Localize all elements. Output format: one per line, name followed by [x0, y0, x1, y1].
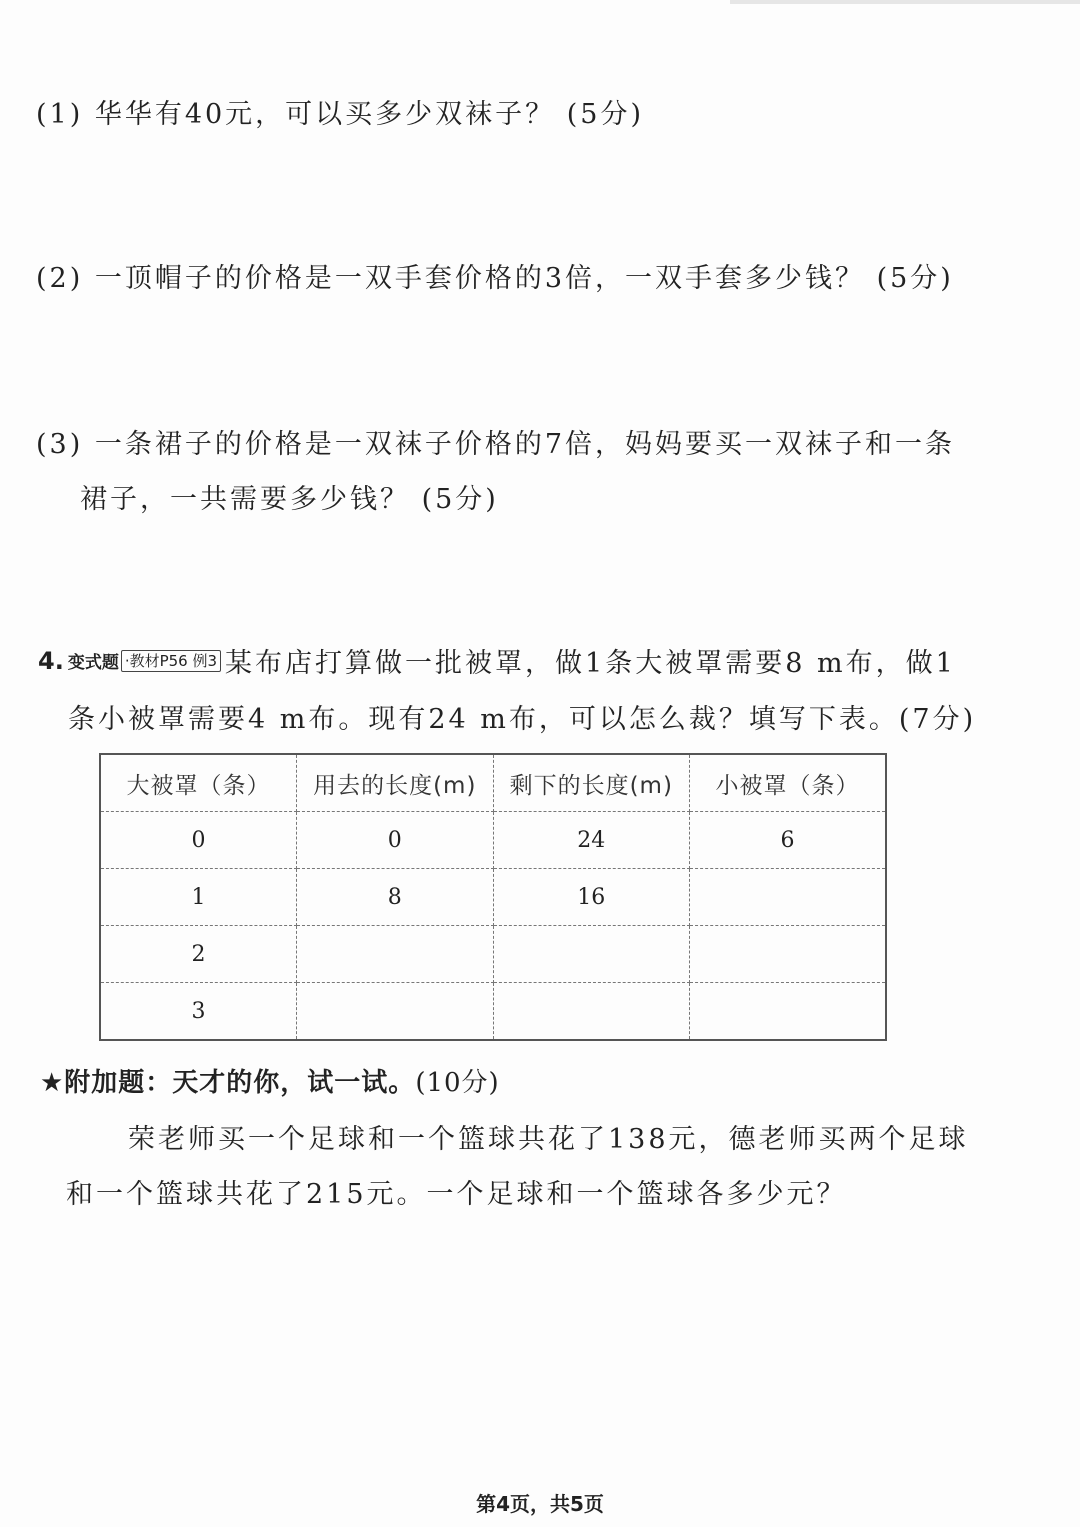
bonus-score: (10分): [415, 1068, 500, 1098]
table-cell-blank[interactable]: [493, 983, 690, 1041]
table-cell: 2: [100, 926, 297, 983]
question-3-line2: 裙子，一共需要多少钱？ (5分): [80, 484, 499, 515]
table-cell-blank[interactable]: [690, 869, 887, 926]
header-used-length: 用去的长度(m): [297, 754, 494, 812]
table-cell: 3: [100, 983, 297, 1041]
table-cell-blank[interactable]: [690, 983, 887, 1041]
table-row: [100, 926, 886, 983]
problem-4-line2: 条小被罩需要4 m布。现有24 m布，可以怎么裁？填写下表。(7分): [68, 704, 977, 735]
table-cell-blank[interactable]: [493, 926, 690, 983]
fill-in-table: [99, 753, 887, 1041]
header-small-covers: 小被罩（条）: [690, 754, 887, 812]
table-cell: 0: [297, 812, 494, 869]
table-cell: 24: [493, 812, 690, 869]
question-1: (1) 华华有40元，可以买多少双袜子？ (5分): [36, 99, 645, 130]
table-cell: 8: [297, 869, 494, 926]
table-cell: 0: [100, 812, 297, 869]
problem-4-number: 4.: [38, 646, 64, 675]
page-number: 第4页，共5页: [476, 1492, 604, 1516]
table-row: [100, 983, 886, 1041]
bonus-title-text: ★附加题：天才的你，试一试。: [40, 1068, 416, 1098]
header-large-covers: 大被罩（条）: [100, 754, 297, 812]
bonus-text-line1: 荣老师买一个足球和一个篮球共花了138元，德老师买两个足球: [128, 1124, 969, 1155]
question-2: (2) 一顶帽子的价格是一双手套价格的3倍，一双手套多少钱？ (5分): [36, 263, 954, 294]
table-cell: 1: [100, 869, 297, 926]
table-cell-blank[interactable]: [297, 926, 494, 983]
header-remaining-length: 剩下的长度(m): [493, 754, 690, 812]
problem-4-line1: [38, 641, 956, 680]
table-cell-blank[interactable]: [690, 926, 887, 983]
problem-4-tag-type: 变式题: [67, 653, 119, 673]
bonus-text-line2: 和一个篮球共花了215元。一个足球和一个篮球各多少元？: [66, 1179, 847, 1210]
problem-4-text-line1: 某布店打算做一批被罩，做1条大被罩需要8 m布，做1: [225, 648, 956, 679]
table-cell: 6: [690, 812, 887, 869]
table-cell: 16: [493, 869, 690, 926]
table-cell-blank[interactable]: [297, 983, 494, 1041]
bonus-title: [40, 1062, 500, 1099]
table-row: [100, 812, 886, 869]
table-row: [100, 869, 886, 926]
problem-4-tag-reference: ·教材P56 例3: [121, 650, 221, 672]
table-header-row: [100, 754, 886, 812]
page-top-edge: [730, 0, 1080, 4]
question-3-line1: (3) 一条裙子的价格是一双袜子价格的7倍，妈妈要买一双袜子和一条: [36, 429, 956, 460]
